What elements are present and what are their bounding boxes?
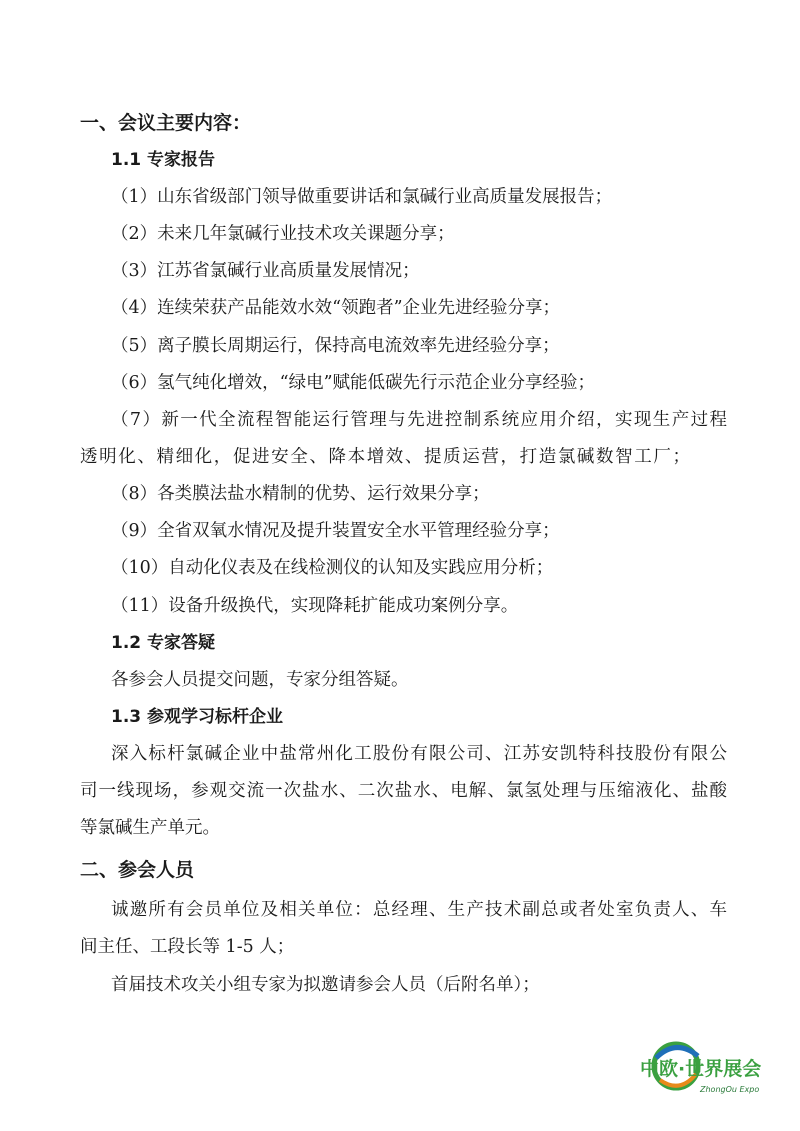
attendees-line-1: 诚邀所有会员单位及相关单位：总经理、生产技术副总或者处室负责人、车 <box>111 900 727 920</box>
zhongou-expo-logo <box>636 1028 792 1108</box>
attendees-line-3: 首届技术攻关小组专家为拟邀请参会人员（后附名单）； <box>111 975 540 995</box>
report-item-4: （4）连续荣获产品能效水效“领跑者”企业先进经验分享； <box>111 298 561 318</box>
subsection-1-3-heading: 1.3 参观学习标杆企业 <box>111 707 284 727</box>
report-item-8: （8）各类膜法盐水精制的优势、运行效果分享； <box>111 484 490 504</box>
report-item-9: （9）全省双氧水情况及提升装置安全水平管理经验分享； <box>111 521 560 541</box>
visit-text-line-3: 等氯碱生产单元。 <box>80 818 220 838</box>
report-item-7: （7）新一代全流程智能运行管理与先进控制系统应用介绍，实现生产过程 <box>111 410 727 430</box>
report-item-1: （1）山东省级部门领导做重要讲话和氯碱行业高质量发展报告； <box>111 187 613 207</box>
qa-text: 各参会人员提交问题，专家分组答疑。 <box>111 670 409 690</box>
report-item-7-continued: 透明化、精细化，促进安全、降本增效、提质运营，打造氯碱数智工厂； <box>80 447 690 467</box>
report-item-5: （5）离子膜长周期运行，保持高电流效率先进经验分享； <box>111 336 560 356</box>
section-2-heading: 二、参会人员 <box>80 859 195 881</box>
report-item-10: （10）自动化仪表及在线检测仪的认知及实践应用分析； <box>111 558 554 578</box>
report-item-3: （3）江苏省氯碱行业高质量发展情况； <box>111 261 420 281</box>
visit-text-line-2: 司一线现场，参观交流一次盐水、二次盐水、电解、氯氢处理与压缩液化、盐酸 <box>80 781 727 801</box>
visit-text-line-1: 深入标杆氯碱企业中盐常州化工股份有限公司、江苏安凯特科技股份有限公 <box>111 744 727 764</box>
globe-logo-icon <box>636 1028 792 1108</box>
report-item-11: （11）设备升级换代，实现降耗扩能成功案例分享。 <box>111 596 519 616</box>
report-item-6: （6）氢气纯化增效，“绿电”赋能低碳先行示范企业分享经验； <box>111 373 596 393</box>
logo-text: 中欧·世界展会 <box>640 1058 762 1080</box>
section-1-heading: 一、会议主要内容： <box>80 112 252 134</box>
subsection-1-2-heading: 1.2 专家答疑 <box>111 633 216 653</box>
report-item-2: （2）未来几年氯碱行业技术攻关课题分享； <box>111 224 455 244</box>
attendees-line-2: 间主任、工段长等 1-5 人； <box>80 937 295 957</box>
subsection-1-1-heading: 1.1 专家报告 <box>111 150 216 170</box>
logo-subtext: ZhongOu Expo <box>700 1085 760 1094</box>
